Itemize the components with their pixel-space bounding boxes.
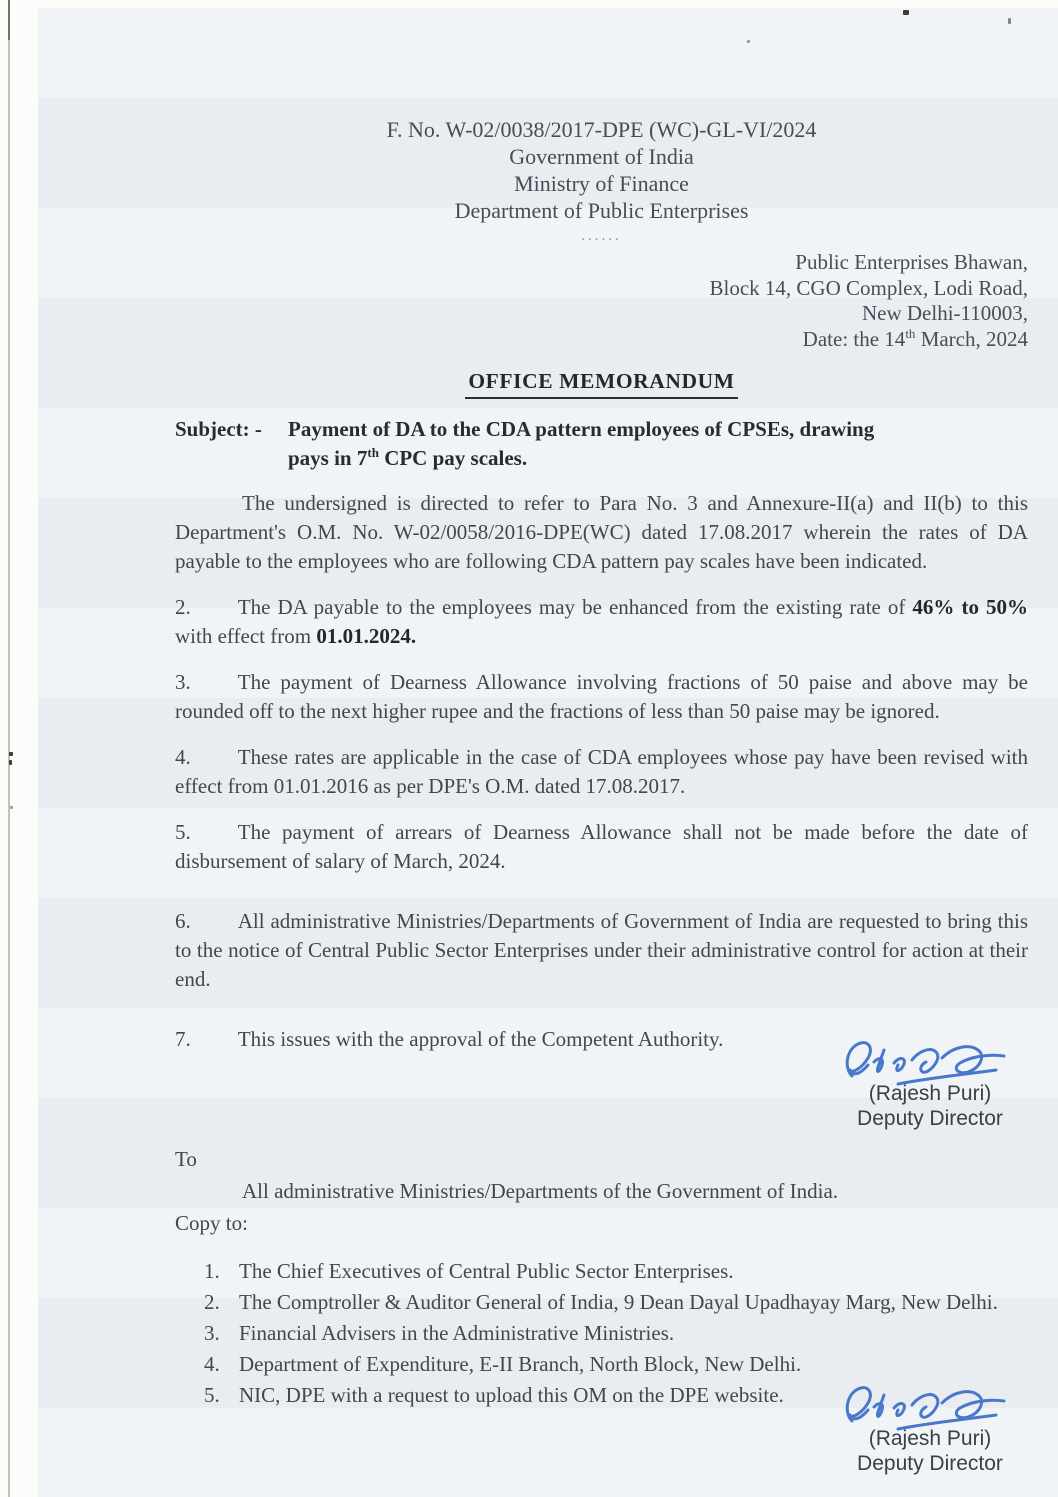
- date-pre: Date: the 14: [802, 326, 906, 351]
- signatory-name: (Rajesh Puri): [868, 1427, 992, 1450]
- paragraph-number: 5.: [175, 820, 191, 844]
- paragraph-text: The undersigned is directed to refer to Para No. 3 and Annexure-II(a) and II(b) to this Department's O.M. No. W-02/0058/2016-DPE(WC) dated 17.08.2017 wherein the rates of DA payable to the employees who are following CDA pattern pay scales have been indicated.: [175, 491, 1028, 573]
- date-post: March, 2024: [915, 326, 1028, 351]
- copy-to-label: Copy to:: [175, 1211, 248, 1235]
- date-line: [175, 327, 1028, 353]
- paragraph-text: The payment of arrears of Dearness Allowance shall not be made before the date of disbursement of salary of March, 2024.: [175, 820, 1028, 873]
- dots-separator: ......: [581, 228, 622, 244]
- subject-block: [175, 415, 1028, 472]
- copy-item-3: [204, 1318, 1028, 1349]
- paragraph-6: [175, 907, 1028, 994]
- signatory-title: Deputy Director: [857, 1452, 1003, 1475]
- memo-title-row: [175, 367, 1028, 399]
- copy-item-text: The Chief Executives of Central Public Sector Enterprises.: [239, 1259, 734, 1283]
- subject-text: [288, 415, 1028, 472]
- org-line-department: Department of Public Enterprises: [454, 198, 749, 223]
- paragraph-5: [175, 818, 1028, 876]
- paragraph-text: The payment of Dearness Allowance involving fractions of 50 paise and above may be rounded off to the next higher rupee and the fractions of less than 50 paise may be ignored.: [175, 670, 1028, 723]
- scan-speck: [9, 752, 13, 756]
- org-line-government: Government of India: [509, 144, 694, 169]
- paragraph-number: 6.: [175, 909, 191, 933]
- subject-line1: Payment of DA to the CDA pattern employees of CPSEs, drawing: [288, 417, 875, 441]
- letterhead: [175, 116, 1028, 224]
- copy-item-number: 2.: [204, 1290, 220, 1314]
- copy-item-text: NIC, DPE with a request to upload this OM on the DPE website.: [239, 1383, 784, 1407]
- paragraph-text: The DA payable to the employees may be enhanced from the existing rate of: [237, 595, 913, 619]
- signature-block-bottom: [815, 1377, 1045, 1476]
- address-block: [175, 250, 1028, 352]
- subject-line2: pays in 7: [288, 445, 368, 470]
- paragraph-2: [175, 593, 1028, 651]
- file-number: F. No. W-02/0038/2017-DPE (WC)-GL-VI/2024: [386, 117, 817, 142]
- paragraph-number: 3.: [175, 670, 191, 694]
- paragraph-1: [175, 489, 1028, 576]
- address-line: New Delhi-110003,: [861, 301, 1028, 325]
- copy-item-number: 4.: [204, 1352, 220, 1376]
- copy-item-1: [204, 1256, 1028, 1287]
- copy-item-text: The Comptroller & Auditor General of India, 9 Dean Dayal Upadhayay Marg, New Delhi.: [239, 1290, 998, 1314]
- subject-ordinal: th: [367, 444, 379, 460]
- to-recipient: All administrative Ministries/Departments of the Government of India.: [242, 1179, 839, 1203]
- paragraph-4: [175, 743, 1028, 801]
- document-page: [38, 8, 1058, 1497]
- subject-line2-end: CPC pay scales.: [378, 445, 528, 470]
- paragraph-text: These rates are applicable in the case of CDA employees whose pay have been revised with effect from 01.01.2016 as per DPE's O.M. dated 17.08.2017.: [175, 745, 1028, 798]
- copy-item-2: [204, 1287, 1028, 1318]
- paragraph-text: This issues with the approval of the Competent Authority.: [237, 1027, 724, 1051]
- signature-block-top: [815, 1032, 1045, 1131]
- subject-label: Subject: -: [175, 417, 262, 441]
- signatory-name: (Rajesh Puri): [868, 1082, 992, 1105]
- memo-title: OFFICE MEMORANDUM: [465, 367, 737, 399]
- signatory-title: Deputy Director: [857, 1107, 1003, 1130]
- copy-item-text: Financial Advisers in the Administrative Ministries.: [239, 1321, 675, 1345]
- to-label: To: [175, 1147, 197, 1171]
- copy-item-number: 3.: [204, 1321, 220, 1345]
- copy-item-text: Department of Expenditure, E-II Branch, North Block, New Delhi.: [239, 1352, 802, 1376]
- copy-item-number: 5.: [204, 1383, 220, 1407]
- paragraph-bold-rates: 46% to 50%: [912, 595, 1028, 619]
- paragraph-text: with effect from: [175, 624, 317, 648]
- paragraph-number: 4.: [175, 745, 191, 769]
- date-ordinal: th: [905, 325, 916, 341]
- copy-item-4: [204, 1349, 1028, 1380]
- scan-border-line: [8, 0, 10, 1497]
- paragraph-number: 7.: [175, 1027, 191, 1051]
- paragraph-3: [175, 668, 1028, 726]
- address-line: Block 14, CGO Complex, Lodi Road,: [709, 275, 1028, 300]
- scan-speck: [10, 806, 13, 809]
- paragraph-text: All administrative Ministries/Departments of Government of India are requested to bring this to the notice of Central Public Sector Enterprises under their administrative control for action at their end.: [175, 909, 1028, 991]
- paragraph-number: 2.: [175, 595, 191, 619]
- document-content: [175, 8, 1028, 1476]
- scan-speck: [9, 760, 12, 765]
- paragraph-bold-date: 01.01.2024.: [316, 624, 417, 648]
- address-line: Public Enterprises Bhawan,: [795, 250, 1028, 274]
- copy-item-number: 1.: [204, 1259, 220, 1283]
- org-line-ministry: Ministry of Finance: [514, 171, 689, 196]
